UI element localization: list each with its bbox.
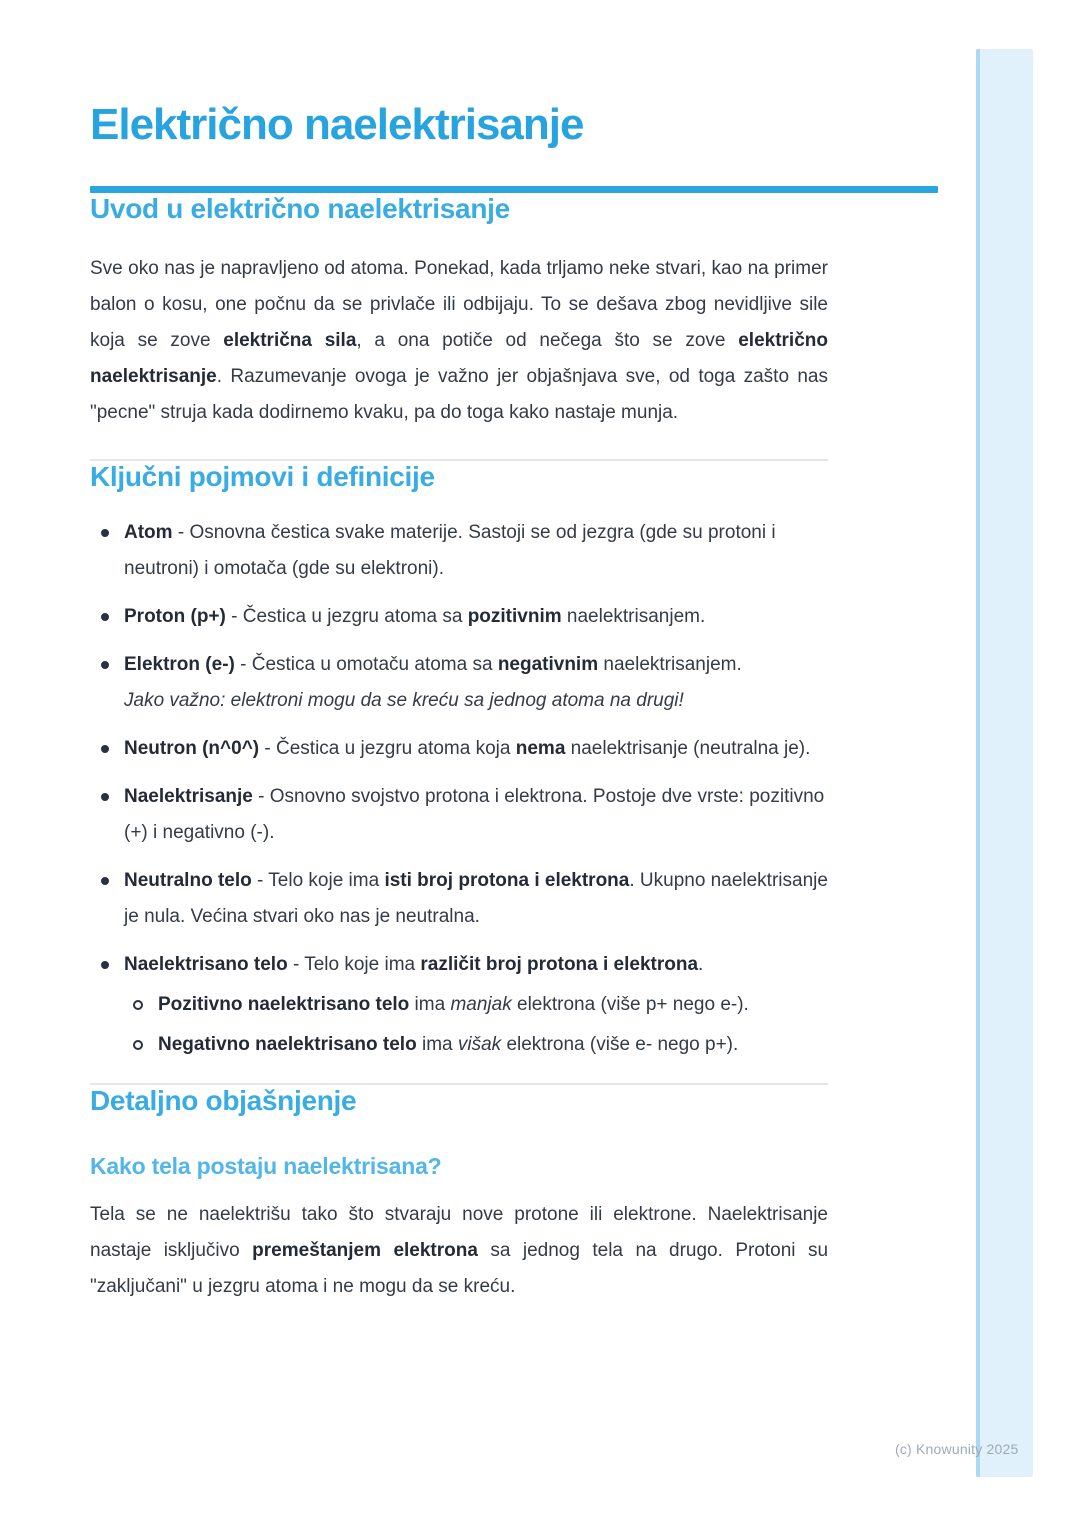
details-paragraph bbox=[90, 1197, 828, 1305]
bullet-icon bbox=[101, 793, 109, 801]
text-run-bold: različit broj protona i elektrona bbox=[420, 954, 699, 975]
term-label: Naelektrisanje bbox=[124, 786, 253, 807]
text-run: , a ona potiče od nečega što se zove bbox=[356, 330, 739, 351]
text-run: - Telo koje ima bbox=[287, 954, 421, 975]
term-label: Neutron (n^0^) bbox=[124, 738, 260, 759]
term-label: Negativno naelektrisano telo bbox=[158, 1034, 417, 1055]
hollow-bullet-icon bbox=[133, 1000, 143, 1010]
sub-list-item-negativno bbox=[124, 1027, 828, 1063]
hollow-bullet-icon bbox=[133, 1040, 143, 1050]
term-label: Neutralno telo bbox=[124, 870, 252, 891]
section-heading-intro: Uvod u električno naelektrisanje bbox=[90, 193, 510, 224]
section-heading-key-terms: Ključni pojmovi i definicije bbox=[90, 461, 435, 492]
text-run-bold: nema bbox=[515, 738, 566, 759]
list-item-naelektrisanje bbox=[90, 779, 828, 851]
text-run: naelektrisanje (neutralna je). bbox=[565, 738, 811, 759]
sub-list bbox=[124, 987, 828, 1063]
term-label: Naelektrisano telo bbox=[124, 954, 288, 975]
term-label: Proton (p+) bbox=[124, 606, 226, 627]
text-run: Tela se ne naelektrišu tako što stvaraju nove protone ili elektrone. Naelektrisanje nastaje isključivo bbox=[90, 1204, 828, 1261]
text-run-bold: negativnim bbox=[497, 654, 599, 675]
text-run-italic: višak bbox=[457, 1034, 502, 1055]
copyright-watermark: (c) Knowunity 2025 bbox=[895, 1441, 1019, 1457]
text-run: . bbox=[698, 954, 704, 975]
list-item-atom bbox=[90, 515, 828, 587]
text-run: - Osnovno svojstvo protona i elektrona. Postoje dve vrste: pozitivno (+) i negativno (-). bbox=[124, 786, 825, 843]
title-underline bbox=[90, 186, 938, 193]
text-run: - Čestica u omotaču atoma sa bbox=[234, 654, 498, 675]
text-run: naelektrisanjem. bbox=[598, 654, 742, 675]
text-run: - Čestica u jezgru atoma koja bbox=[259, 738, 516, 759]
key-terms-list bbox=[90, 515, 828, 1063]
bullet-icon bbox=[101, 661, 109, 669]
subsection-heading: Kako tela postaju naelektrisana? bbox=[90, 1153, 442, 1179]
text-run: - Čestica u jezgru atoma sa bbox=[225, 606, 468, 627]
bullet-icon bbox=[101, 877, 109, 885]
bullet-icon bbox=[101, 745, 109, 753]
text-run-bold: isti broj protona i elektrona bbox=[384, 870, 630, 891]
text-run-italic: Jako važno: elektroni mogu da se kreću sa jednog atoma na drugi! bbox=[124, 690, 684, 711]
term-label: Pozitivno naelektrisano telo bbox=[158, 994, 410, 1015]
document-content bbox=[90, 100, 938, 1305]
text-run-italic: manjak bbox=[450, 994, 512, 1015]
text-run: ima bbox=[416, 1034, 458, 1055]
list-item-neutralno-telo bbox=[90, 863, 828, 935]
text-run-bold: električna sila bbox=[223, 330, 357, 351]
term-label: Atom bbox=[124, 522, 173, 543]
text-run: Sve oko nas je napravljeno od atoma. Ponekad, kada trljamo neke stvari, kao na primer balon o kosu, one počnu da se privlače ili odbijaju. To se dešava zbog nevidljive sile koja se zove bbox=[90, 258, 828, 351]
text-run: ima bbox=[409, 994, 451, 1015]
list-item-neutron bbox=[90, 731, 828, 767]
list-item-naelektrisano-telo bbox=[90, 947, 828, 1063]
text-run: - Telo koje ima bbox=[251, 870, 385, 891]
list-item-proton bbox=[90, 599, 828, 635]
term-label: Elektron (e-) bbox=[124, 654, 235, 675]
bullet-icon bbox=[101, 529, 109, 537]
list-item-elektron bbox=[90, 647, 828, 719]
section-heading-details: Detaljno objašnjenje bbox=[90, 1085, 357, 1116]
text-run: naelektrisanjem. bbox=[561, 606, 706, 627]
text-run: elektrona (više p+ nego e-). bbox=[511, 994, 749, 1015]
text-run: elektrona (više e- nego p+). bbox=[501, 1034, 739, 1055]
text-run: . Ukupno naelektrisanje je nula. Većina stvari oko nas je neutralna. bbox=[124, 870, 828, 927]
bullet-icon bbox=[101, 961, 109, 969]
bullet-icon bbox=[101, 613, 109, 621]
text-run: - Osnovna čestica svake materije. Sastoji se od jezgra (gde su protoni i neutroni) i omotača (gde su elektroni). bbox=[124, 522, 776, 579]
text-run-bold: premeštanjem elektrona bbox=[252, 1240, 478, 1261]
text-run: sa jednog tela na drugo. Protoni su "zaključani" u jezgru atoma i ne mogu da se kreću. bbox=[90, 1240, 829, 1297]
sub-list-item-pozitivno bbox=[124, 987, 828, 1023]
text-run-bold: električno naelektrisanje bbox=[90, 330, 828, 387]
page-title: Električno naelektrisanje bbox=[90, 100, 584, 149]
text-run-bold: pozitivnim bbox=[467, 606, 562, 627]
text-run: . Razumevanje ovoga je važno jer objašnjava sve, od toga zašto nas "pecne" struja kada dodirnemo kvaku, pa do toga kako nastaje munja. bbox=[90, 366, 828, 423]
intro-paragraph bbox=[90, 251, 828, 431]
page-edge-strip bbox=[976, 49, 1033, 1477]
